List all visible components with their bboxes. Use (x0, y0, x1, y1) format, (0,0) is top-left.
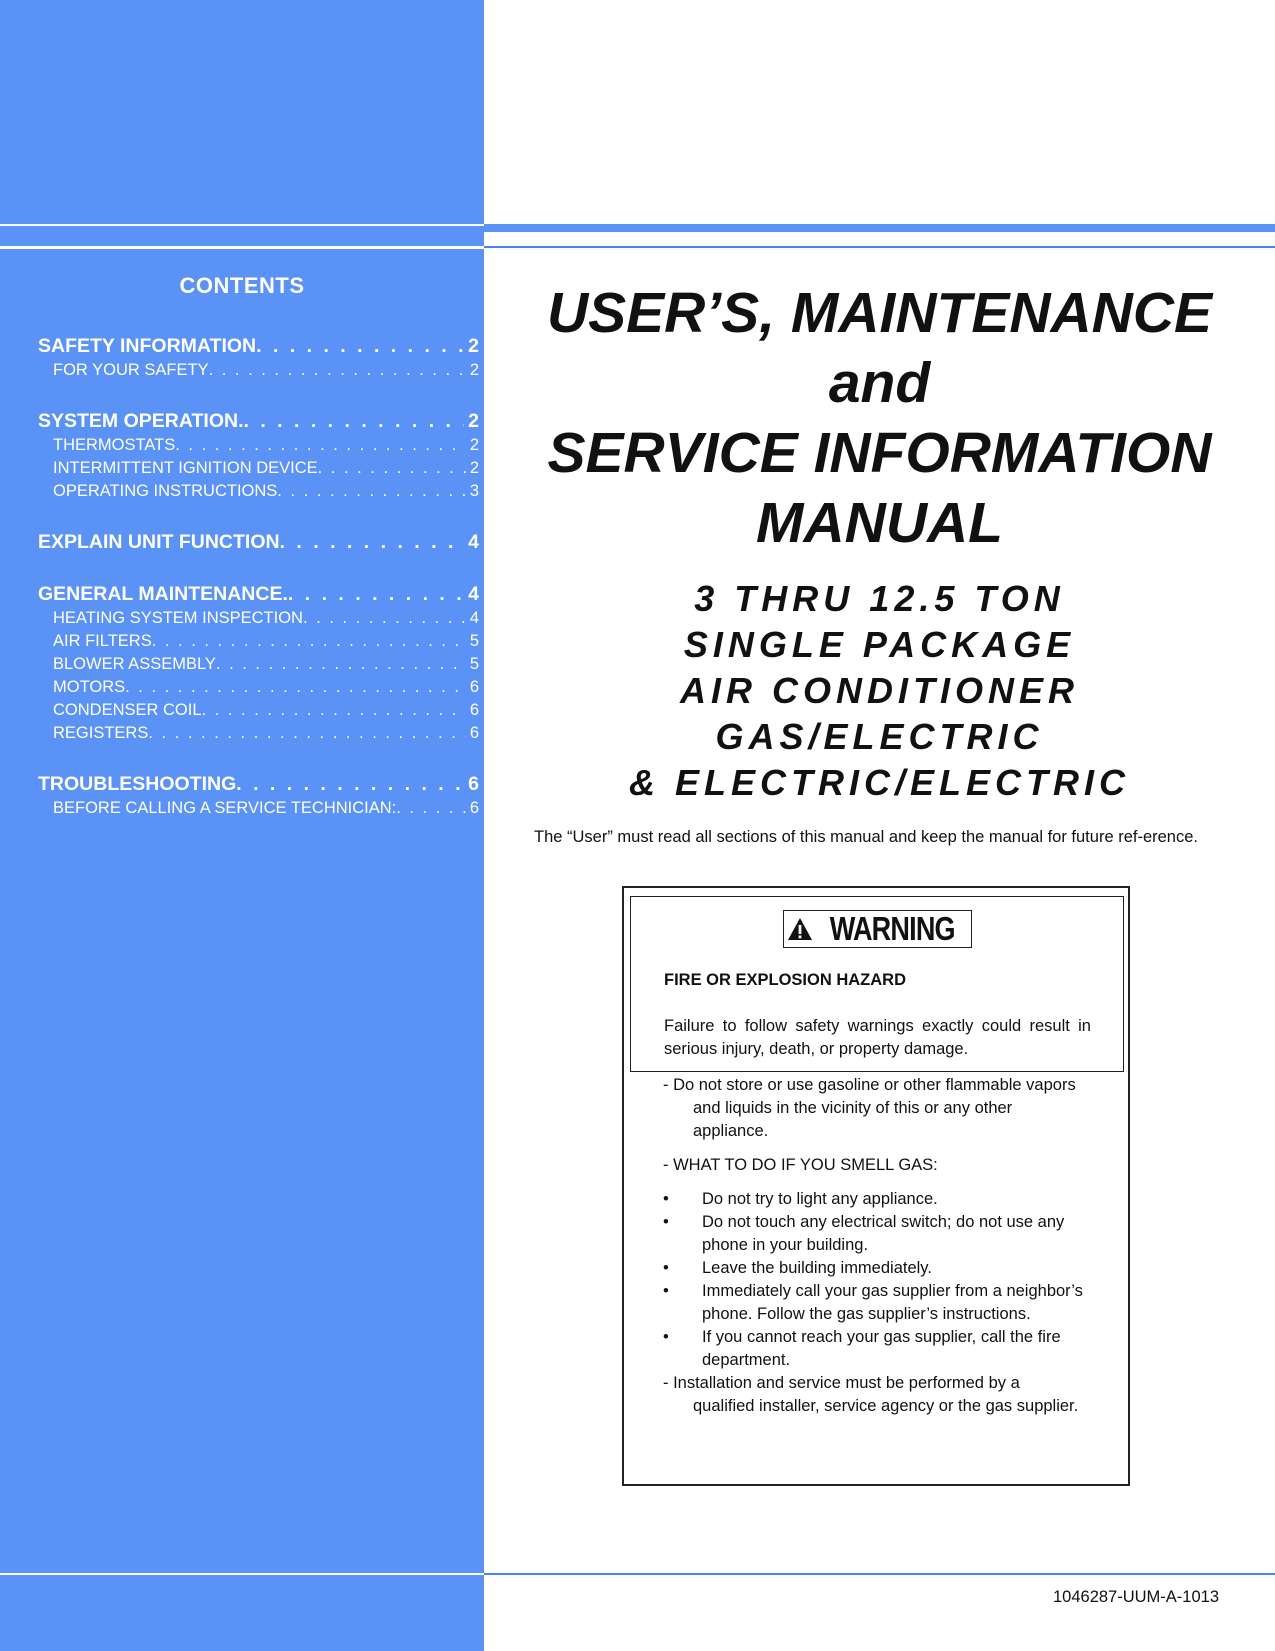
toc-label: BLOWER ASSEMBLY (53, 655, 216, 673)
toc-subentry[interactable] (38, 655, 479, 678)
warning-label-text: WARNING (829, 910, 955, 947)
toc-label: THERMOSTATS (53, 436, 176, 454)
bullet-icon: • (663, 1213, 669, 1231)
main-title-line: USER’S, MAINTENANCE (546, 281, 1213, 345)
toc-label: AIR FILTERS (53, 632, 152, 650)
list-item (663, 1188, 1083, 1211)
toc-section-safety (38, 335, 479, 384)
toc-leader (236, 773, 464, 796)
toc-page: 4 (469, 609, 479, 627)
toc-entry[interactable] (38, 531, 479, 557)
toc-leader (202, 701, 466, 720)
toc-leader (175, 436, 466, 455)
toc-leader (396, 799, 466, 818)
warning-label (783, 910, 972, 948)
warning-paragraph: - WHAT TO DO IF YOU SMELL GAS: (663, 1156, 938, 1174)
toc-entry[interactable] (38, 410, 479, 436)
toc-page: 3 (469, 482, 479, 500)
toc-section-troubleshooting (38, 773, 479, 822)
toc-page: 2 (469, 361, 479, 379)
toc-section-general-maintenance (38, 583, 479, 747)
toc-label: SYSTEM OPERATION. (38, 410, 244, 432)
main-title-line: and (828, 351, 931, 415)
toc-leader (244, 410, 465, 433)
subtitle-line: AIR CONDITIONER (680, 670, 1079, 711)
toc-label: REGISTERS (53, 724, 149, 742)
toc-label: GENERAL MAINTENANCE. (38, 583, 288, 605)
header-rule-thin (484, 246, 1275, 248)
toc-leader (125, 678, 466, 697)
toc-leader (303, 609, 466, 628)
intro-text: The “User” must read all sections of this manual and keep the manual for future ref-erence. (534, 828, 1198, 846)
toc-subentry[interactable] (38, 701, 479, 724)
toc-entry[interactable] (38, 335, 479, 361)
warning-instructions (663, 1074, 1083, 1418)
bullet-icon: • (663, 1328, 669, 1346)
toc-label: SAFETY INFORMATION (38, 335, 257, 357)
toc-subentry[interactable] (38, 459, 479, 482)
list-item-text: Leave the building immediately. (702, 1259, 932, 1277)
toc-subentry[interactable] (38, 436, 479, 459)
toc-subentry[interactable] (38, 482, 479, 505)
list-item-text: Do not try to light any appliance. (702, 1190, 938, 1208)
toc-page: 2 (468, 335, 479, 357)
toc-label: OPERATING INSTRUCTIONS (53, 482, 278, 500)
toc-label: BEFORE CALLING A SERVICE TECHNICIAN: (53, 799, 397, 817)
toc-leader (216, 655, 466, 674)
main-title-line: SERVICE INFORMATION (547, 421, 1212, 485)
toc-subentry[interactable] (38, 361, 479, 384)
toc-entry[interactable] (38, 583, 479, 609)
sidebar-rule-bottom (0, 1573, 484, 1575)
table-of-contents (38, 335, 479, 848)
warning-paragraph: - Do not store or use gasoline or other flammable vapors and liquids in the vicinity of this or any other appliance. (663, 1076, 1076, 1140)
toc-page: 6 (469, 799, 479, 817)
toc-page: 2 (469, 436, 479, 454)
toc-entry[interactable] (38, 773, 479, 799)
hazard-title: FIRE OR EXPLOSION HAZARD (664, 971, 907, 989)
warning-paragraph: - Installation and service must be performed by a qualified installer, service agency or the gas supplier. (663, 1374, 1079, 1415)
toc-page: 5 (469, 655, 479, 673)
subtitle (484, 576, 1275, 806)
toc-subentry[interactable] (38, 724, 479, 747)
list-item (663, 1257, 1083, 1280)
toc-page: 2 (468, 410, 479, 432)
toc-leader (318, 459, 466, 478)
toc-label: MOTORS (53, 678, 126, 696)
subtitle-line: SINGLE PACKAGE (683, 624, 1076, 665)
list-item-text: If you cannot reach your gas supplier, call the fire department. (702, 1328, 1061, 1369)
list-item (663, 1280, 1083, 1326)
list-item (663, 1326, 1083, 1372)
list-item (663, 1211, 1083, 1257)
toc-page: 4 (468, 531, 479, 553)
toc-leader (256, 335, 464, 358)
list-item-text: Do not touch any electrical switch; do not use any phone in your building. (702, 1213, 1065, 1254)
toc-page: 5 (469, 632, 479, 650)
toc-page: 6 (469, 724, 479, 742)
toc-leader (280, 531, 465, 554)
toc-page: 6 (468, 773, 479, 795)
warning-triangle-icon (787, 916, 813, 942)
toc-page: 2 (469, 459, 479, 477)
bullet-icon: • (663, 1190, 669, 1208)
document-number: 1046287-UUM-A-1013 (1052, 1588, 1219, 1606)
toc-label: CONDENSER COIL (53, 701, 202, 719)
header-rule-thick (484, 224, 1275, 232)
toc-leader (152, 632, 466, 651)
toc-label: EXPLAIN UNIT FUNCTION (38, 531, 280, 553)
toc-leader (209, 361, 466, 380)
sidebar-rule-top-2 (0, 246, 484, 249)
toc-page: 6 (469, 678, 479, 696)
subtitle-line: GAS/ELECTRIC (715, 716, 1044, 757)
toc-subentry[interactable] (38, 678, 479, 701)
toc-leader (277, 482, 466, 501)
toc-section-explain-unit (38, 531, 479, 557)
toc-label: FOR YOUR SAFETY (53, 361, 209, 379)
title-block (484, 278, 1275, 806)
toc-page: 6 (469, 701, 479, 719)
toc-label: TROUBLESHOOTING (38, 773, 237, 795)
hazard-text: Failure to follow safety warnings exactly could result in serious injury, death, or property damage. (664, 1017, 1091, 1058)
subtitle-line: 3 THRU 12.5 TON (694, 578, 1065, 619)
subtitle-line: & ELECTRIC/ELECTRIC (628, 762, 1130, 803)
list-item-text: Immediately call your gas supplier from a neighbor’s phone. Follow the gas supplier’s instructions. (702, 1282, 1083, 1323)
bullet-icon: • (663, 1259, 669, 1277)
toc-subentry[interactable] (38, 632, 479, 655)
toc-subentry[interactable] (38, 609, 479, 632)
toc-label: HEATING SYSTEM INSPECTION (53, 609, 303, 627)
toc-section-system-operation (38, 410, 479, 505)
bullet-icon: • (663, 1282, 669, 1300)
contents-title: CONTENTS (179, 273, 305, 298)
toc-page: 4 (468, 583, 479, 605)
toc-label: INTERMITTENT IGNITION DEVICE (53, 459, 318, 477)
main-title-line: MANUAL (756, 491, 1003, 555)
toc-leader (288, 583, 464, 606)
toc-leader (148, 724, 465, 743)
sidebar-rule-top (0, 224, 484, 226)
toc-subentry[interactable] (38, 799, 479, 822)
footer-rule (484, 1573, 1275, 1575)
